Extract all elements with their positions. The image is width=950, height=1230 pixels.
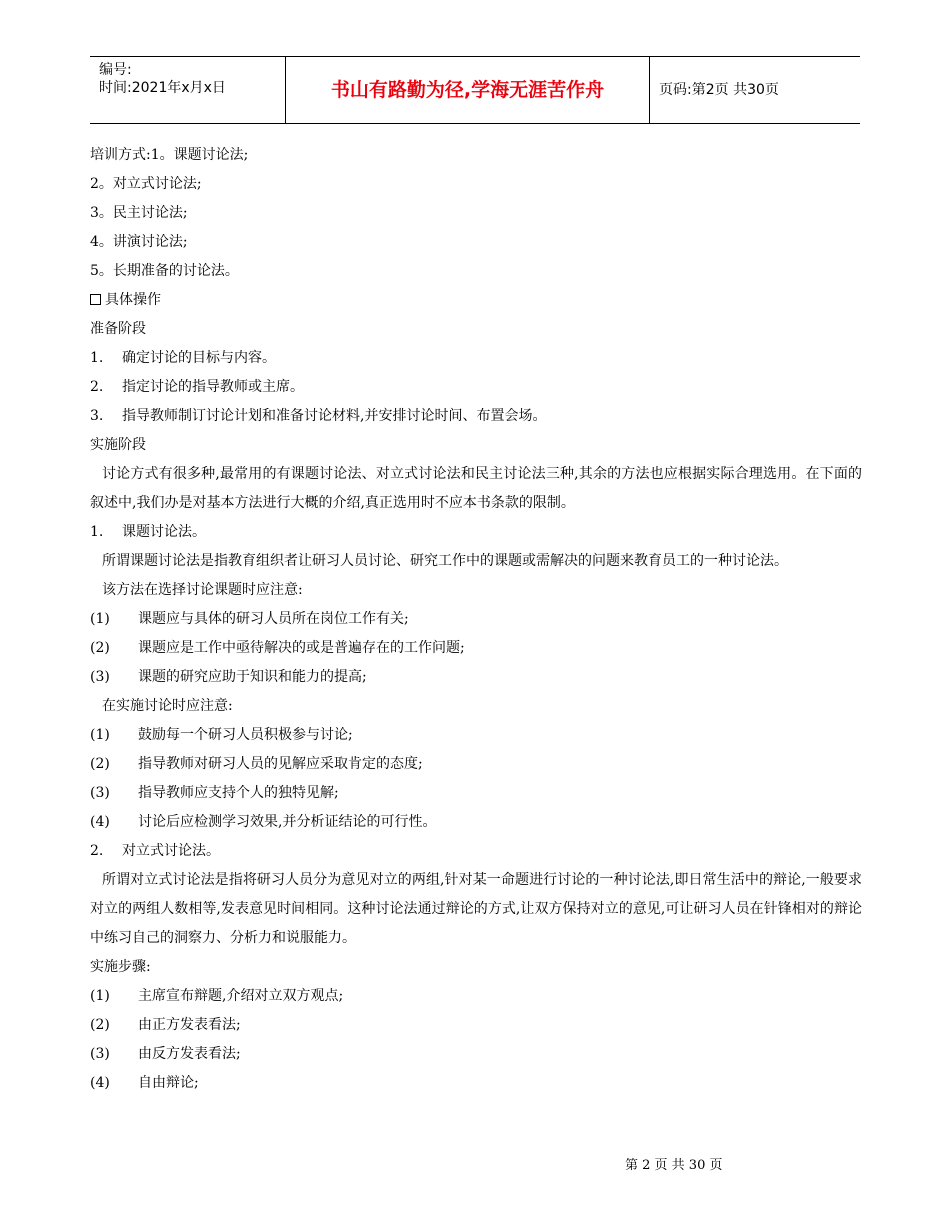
list-item-text: 讨论后应检测学习效果,并分析证结论的可行性。: [138, 814, 437, 830]
list-item-text: 课题应与具体的研习人员所在岗位工作有关;: [138, 611, 409, 627]
list-item: [90, 982, 862, 1011]
list-item: [90, 721, 862, 750]
training-method-line: 2。对立式讨论法;: [90, 176, 202, 192]
list-item-number: (3): [90, 669, 110, 685]
list-item: [90, 1069, 862, 1098]
list-item-text: 指导教师应支持个人的独特见解;: [138, 785, 339, 801]
list-item-text: 主席宣布辩题,介绍对立双方观点;: [138, 988, 344, 1004]
list-item-number: (4): [90, 1075, 110, 1091]
training-method-line: 3。民主讨论法;: [90, 205, 188, 221]
section-title: 对立式讨论法。: [122, 843, 220, 859]
list-item-text: 指导教师对研习人员的见解应采取肯定的态度;: [138, 756, 423, 772]
list-item-text: 课题应是工作中亟待解决的或是普遍存在的工作问题;: [138, 640, 465, 656]
list-item-number: 3.: [90, 408, 104, 424]
list-item-number: 1.: [90, 350, 104, 366]
training-method-line: 4。讲演讨论法;: [90, 234, 188, 250]
list-item: [90, 373, 862, 402]
operations-heading: 具体操作: [105, 292, 161, 308]
list-item-number: (4): [90, 814, 110, 830]
list-item-text: 确定讨论的目标与内容。: [122, 350, 276, 366]
header-meta-cell: [90, 57, 286, 123]
list-item: [90, 634, 862, 663]
topic-impl-note: 在实施讨论时应注意:: [102, 698, 233, 714]
document-body: [90, 141, 862, 1098]
header-motto-cell: [286, 57, 650, 123]
operations-heading-row: [90, 286, 862, 315]
list-item-number: 2.: [90, 379, 104, 395]
list-item-number: (1): [90, 988, 110, 1004]
list-item-text: 由正方发表看法;: [138, 1017, 241, 1033]
header-page-cell: [650, 57, 860, 123]
document-number-label: 编号:: [99, 62, 132, 78]
list-item-number: (2): [90, 640, 110, 656]
impl-heading: 实施阶段: [90, 437, 146, 453]
section-number: 2.: [90, 843, 104, 859]
list-item: [90, 605, 862, 634]
debate-description-paragraph: 所谓对立式讨论法是指将研习人员分为意见对立的两组,针对某一命题进行讨论的一种讨论法,即日常生活中的辩论,一般要求对立的两组人数相等,发表意见时间相同。这种讨论法通过辩论的方式,让双方保持对立的意见,可让研习人员在针锋相对的辩论中练习自己的洞察力、分析力和说服能力。: [90, 872, 862, 946]
list-item: [90, 1011, 862, 1040]
topic-description-paragraph: 所谓课题讨论法是指教育组织者让研习人员讨论、研究工作中的课题或需解决的问题来教育员工的一种讨论法。: [102, 553, 788, 569]
page-footer: 第 2 页 共 30 页: [625, 1158, 723, 1173]
section-heading: [90, 837, 862, 866]
list-item: [90, 750, 862, 779]
list-item: [90, 402, 862, 431]
impl-intro-paragraph: 讨论方式有很多种,最常用的有课题讨论法、对立式讨论法和民主讨论法三种,其余的方法也应根据实际合理选用。在下面的叙述中,我们办是对基本方法进行大概的介绍,真正选用时不应本书条款的限制。: [90, 466, 862, 511]
list-item: [90, 808, 862, 837]
list-item-number: (1): [90, 611, 110, 627]
header-page-number: 页码:第2页 共30页: [659, 82, 779, 98]
steps-heading: 实施步骤:: [90, 959, 151, 975]
training-method-line: 培训方式:1。课题讨论法;: [90, 147, 249, 163]
checkbox-square-icon: [90, 294, 101, 305]
list-item-number: (1): [90, 727, 110, 743]
list-item-text: 指导教师制订讨论计划和准备讨论材料,并安排讨论时间、布置会场。: [122, 408, 547, 424]
list-item: [90, 1040, 862, 1069]
list-item-text: 由反方发表看法;: [138, 1046, 241, 1062]
document-time-label: 时间:2021年x月x日: [99, 80, 226, 96]
header-motto: 书山有路勤为径,学海无涯苦作舟: [330, 79, 605, 101]
list-item-text: 自由辩论;: [138, 1075, 199, 1091]
list-item: [90, 663, 862, 692]
list-item-text: 课题的研究应助于知识和能力的提高;: [138, 669, 367, 685]
topic-select-note: 该方法在选择讨论课题时应注意:: [102, 582, 303, 598]
section-number: 1.: [90, 524, 104, 540]
list-item-number: (2): [90, 1017, 110, 1033]
list-item-number: (3): [90, 785, 110, 801]
section-heading: [90, 518, 862, 547]
list-item-number: (2): [90, 756, 110, 772]
list-item: [90, 344, 862, 373]
prep-heading: 准备阶段: [90, 321, 146, 337]
training-method-line: 5。长期准备的讨论法。: [90, 263, 239, 279]
section-title: 课题讨论法。: [122, 524, 206, 540]
list-item: [90, 779, 862, 808]
list-item-text: 鼓励每一个研习人员积极参与讨论;: [138, 727, 353, 743]
list-item-text: 指定讨论的指导教师或主席。: [122, 379, 304, 395]
page-header: [90, 56, 860, 124]
list-item-number: (3): [90, 1046, 110, 1062]
